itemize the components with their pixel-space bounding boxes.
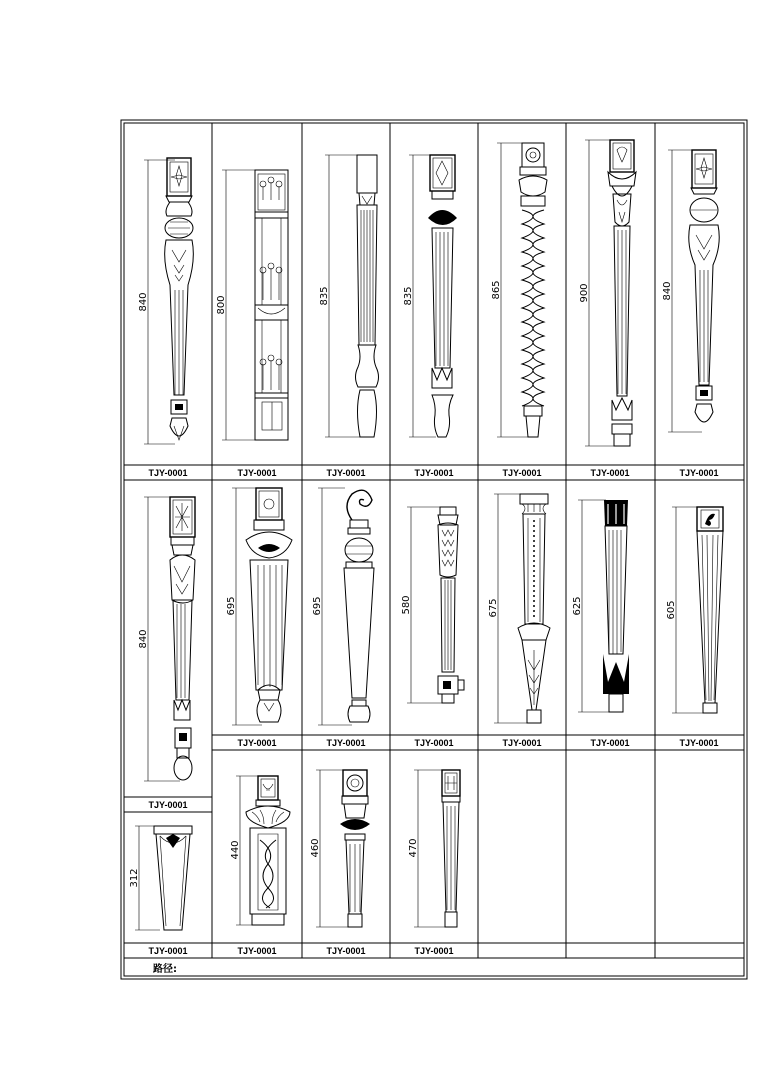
item-code: TJY-0001 — [326, 468, 366, 478]
dimension-label: 840 — [662, 281, 673, 301]
item-code: TJY-0001 — [237, 946, 277, 956]
dimension-label: 605 — [666, 600, 677, 620]
leg-drawing-2 — [255, 170, 288, 440]
dimension-label: 675 — [488, 598, 499, 618]
dimension-label: 840 — [138, 292, 149, 312]
item-code: TJY-0001 — [148, 468, 188, 478]
dimension-label: 580 — [401, 595, 412, 615]
item-code: TJY-0001 — [590, 468, 630, 478]
dimension-label: 840 — [138, 629, 149, 649]
item-code: TJY-0001 — [590, 738, 630, 748]
leg-drawing-6 — [608, 140, 636, 446]
item-code: TJY-0001 — [237, 738, 277, 748]
leg-drawing-9 — [246, 488, 292, 722]
leg-drawing-5 — [519, 143, 547, 437]
leg-drawing-17 — [340, 770, 370, 927]
leg-drawing-15 — [154, 826, 192, 930]
leg-drawing-4 — [428, 155, 457, 437]
grid-lines — [124, 123, 744, 958]
item-code: TJY-0001 — [414, 738, 454, 748]
leg-drawing-7 — [689, 150, 719, 422]
outer-frame — [121, 120, 747, 979]
dimension-label: 440 — [230, 840, 241, 860]
item-code: TJY-0001 — [414, 468, 454, 478]
dimension-label: 835 — [319, 286, 330, 306]
dimension-lines — [135, 140, 704, 930]
leg-drawing-8 — [170, 497, 195, 780]
dimension-label: 865 — [491, 280, 502, 300]
item-code: TJY-0001 — [148, 946, 188, 956]
dimension-label: 695 — [312, 596, 323, 616]
item-code: TJY-0001 — [679, 468, 719, 478]
item-code: TJY-0001 — [414, 946, 454, 956]
leg-drawing-1 — [165, 158, 194, 440]
item-code: TJY-0001 — [326, 946, 366, 956]
leg-drawing-13 — [603, 500, 629, 712]
dimension-label: 835 — [403, 286, 414, 306]
item-code: TJY-0001 — [502, 468, 542, 478]
item-code: TJY-0001 — [679, 738, 719, 748]
leg-drawing-3 — [356, 155, 379, 437]
footer-label: 路径: — [153, 964, 177, 975]
item-code: TJY-0001 — [237, 468, 277, 478]
dimension-label: 470 — [408, 838, 419, 858]
item-code: TJY-0001 — [326, 738, 366, 748]
inner-frame — [124, 123, 744, 976]
leg-drawing-10 — [344, 490, 374, 722]
leg-drawing-14 — [697, 507, 723, 713]
leg-drawing-12 — [518, 494, 550, 723]
dimension-label: 460 — [310, 838, 321, 858]
dimension-label: 900 — [579, 283, 590, 303]
leg-drawing-16 — [246, 776, 290, 925]
leg-drawing-18 — [442, 770, 460, 927]
leg-drawing-11 — [438, 507, 464, 703]
dimension-label: 800 — [216, 295, 227, 315]
dimension-label: 312 — [129, 868, 140, 888]
item-code: TJY-0001 — [148, 800, 188, 810]
dimension-label: 695 — [226, 596, 237, 616]
item-code: TJY-0001 — [502, 738, 542, 748]
dimension-label: 625 — [572, 596, 583, 616]
